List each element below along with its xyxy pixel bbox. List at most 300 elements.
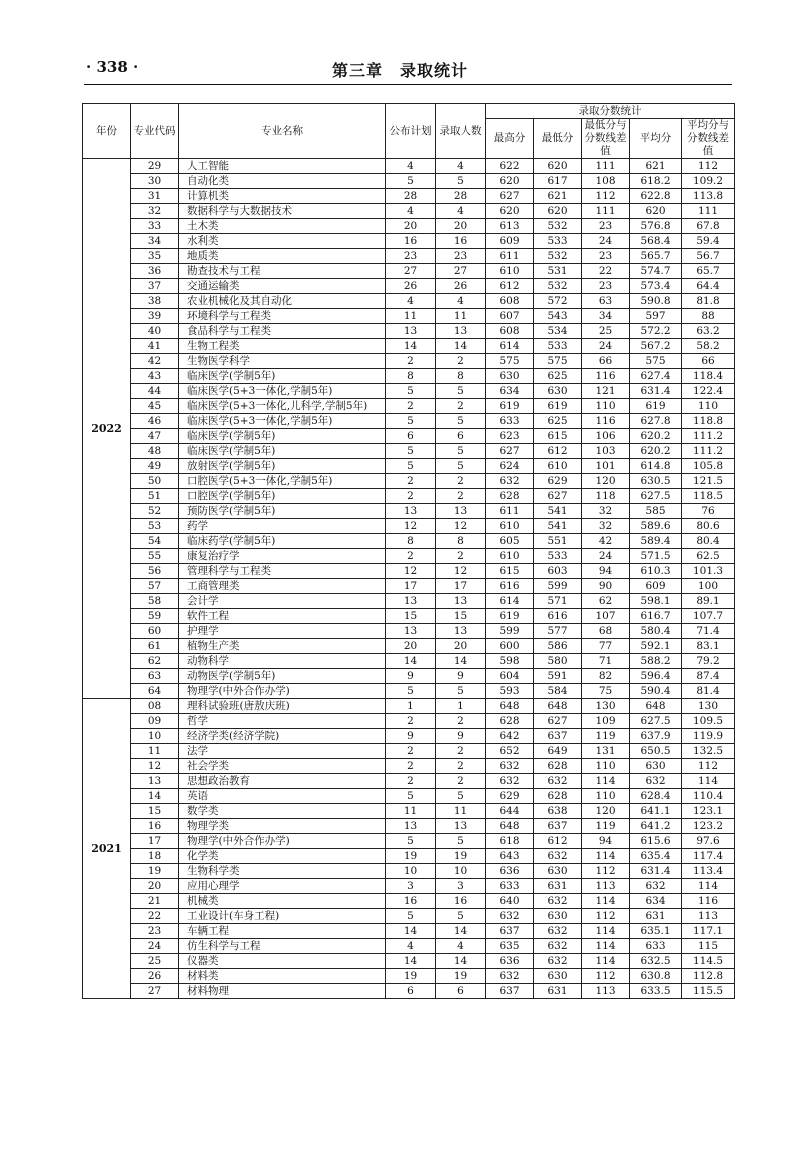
major-code: 63 xyxy=(131,669,179,684)
table-row xyxy=(83,414,735,429)
major-name: 环境科学与工程类 xyxy=(179,309,386,324)
major-name: 工商管理类 xyxy=(179,579,386,594)
avg-score: 627.5 xyxy=(630,714,682,729)
max-score: 615 xyxy=(486,564,534,579)
avg-score: 633 xyxy=(630,939,682,954)
table-row xyxy=(83,894,735,909)
major-name: 管理科学与工程类 xyxy=(179,564,386,579)
avg-score: 620.2 xyxy=(630,444,682,459)
table-row xyxy=(83,684,735,699)
major-code: 22 xyxy=(131,909,179,924)
min-score: 617 xyxy=(534,174,582,189)
max-score: 632 xyxy=(486,774,534,789)
min-score-diff: 71 xyxy=(582,654,630,669)
avg-score: 620.2 xyxy=(630,429,682,444)
max-score: 618 xyxy=(486,834,534,849)
avg-score: 576.8 xyxy=(630,219,682,234)
admitted-count: 2 xyxy=(436,759,486,774)
avg-score: 572.2 xyxy=(630,324,682,339)
published-plan: 11 xyxy=(386,309,436,324)
min-score: 632 xyxy=(534,939,582,954)
min-score: 627 xyxy=(534,489,582,504)
min-score-diff: 66 xyxy=(582,354,630,369)
min-score-diff: 110 xyxy=(582,759,630,774)
major-code: 24 xyxy=(131,939,179,954)
published-plan: 4 xyxy=(386,159,436,174)
published-plan: 5 xyxy=(386,414,436,429)
published-plan: 5 xyxy=(386,174,436,189)
min-score: 603 xyxy=(534,564,582,579)
published-plan: 20 xyxy=(386,639,436,654)
avg-score-diff: 121.5 xyxy=(682,474,735,489)
table-row xyxy=(83,549,735,564)
major-code: 41 xyxy=(131,339,179,354)
admitted-count: 12 xyxy=(436,519,486,534)
admitted-count: 15 xyxy=(436,609,486,624)
major-name: 临床医学(学制5年) xyxy=(179,429,386,444)
avg-score-diff: 100 xyxy=(682,579,735,594)
table-row xyxy=(83,339,735,354)
avg-score-diff: 56.7 xyxy=(682,249,735,264)
admitted-count: 16 xyxy=(436,894,486,909)
avg-score-diff: 107.7 xyxy=(682,609,735,624)
major-code: 32 xyxy=(131,204,179,219)
table-row xyxy=(83,624,735,639)
published-plan: 16 xyxy=(386,894,436,909)
published-plan: 17 xyxy=(386,579,436,594)
major-code: 62 xyxy=(131,654,179,669)
table-row xyxy=(83,444,735,459)
avg-score-diff: 87.4 xyxy=(682,669,735,684)
min-score: 533 xyxy=(534,234,582,249)
admitted-count: 5 xyxy=(436,834,486,849)
published-plan: 2 xyxy=(386,774,436,789)
min-score-diff: 113 xyxy=(582,879,630,894)
table-row xyxy=(83,354,735,369)
avg-score-diff: 123.2 xyxy=(682,819,735,834)
admitted-count: 19 xyxy=(436,969,486,984)
major-name: 植物生产类 xyxy=(179,639,386,654)
avg-score: 637.9 xyxy=(630,729,682,744)
avg-score-diff: 58.2 xyxy=(682,339,735,354)
avg-score: 620 xyxy=(630,204,682,219)
table-row xyxy=(83,279,735,294)
major-name: 车辆工程 xyxy=(179,924,386,939)
max-score: 633 xyxy=(486,879,534,894)
major-code: 33 xyxy=(131,219,179,234)
col-header-admitted: 录取人数 xyxy=(436,104,486,159)
max-score: 610 xyxy=(486,519,534,534)
major-code: 64 xyxy=(131,684,179,699)
avg-score-diff: 71.4 xyxy=(682,624,735,639)
major-name: 物理学(中外合作办学) xyxy=(179,684,386,699)
avg-score-diff: 118.4 xyxy=(682,369,735,384)
avg-score: 631.4 xyxy=(630,384,682,399)
major-name: 人工智能 xyxy=(179,159,386,174)
published-plan: 2 xyxy=(386,549,436,564)
avg-score: 635.4 xyxy=(630,849,682,864)
table-row xyxy=(83,804,735,819)
min-score: 632 xyxy=(534,954,582,969)
avg-score: 648 xyxy=(630,699,682,714)
min-score-diff: 82 xyxy=(582,669,630,684)
avg-score: 627.5 xyxy=(630,489,682,504)
major-code: 21 xyxy=(131,894,179,909)
min-score-diff: 75 xyxy=(582,684,630,699)
min-score: 531 xyxy=(534,264,582,279)
min-score: 533 xyxy=(534,549,582,564)
published-plan: 20 xyxy=(386,219,436,234)
min-score: 637 xyxy=(534,819,582,834)
avg-score-diff: 116 xyxy=(682,894,735,909)
major-code: 46 xyxy=(131,414,179,429)
major-code: 40 xyxy=(131,324,179,339)
min-score-diff: 108 xyxy=(582,174,630,189)
major-name: 护理学 xyxy=(179,624,386,639)
table-row xyxy=(83,234,735,249)
major-code: 56 xyxy=(131,564,179,579)
min-score: 534 xyxy=(534,324,582,339)
avg-score: 621 xyxy=(630,159,682,174)
admitted-count: 14 xyxy=(436,654,486,669)
table-row xyxy=(83,984,735,999)
avg-score-diff: 118.5 xyxy=(682,489,735,504)
avg-score: 571.5 xyxy=(630,549,682,564)
max-score: 593 xyxy=(486,684,534,699)
major-code: 34 xyxy=(131,234,179,249)
avg-score-diff: 67.8 xyxy=(682,219,735,234)
col-header-min-diff: 最低分与分数线差值 xyxy=(582,119,630,159)
avg-score: 627.4 xyxy=(630,369,682,384)
admitted-count: 10 xyxy=(436,864,486,879)
published-plan: 14 xyxy=(386,924,436,939)
avg-score-diff: 112.8 xyxy=(682,969,735,984)
published-plan: 13 xyxy=(386,819,436,834)
table-row xyxy=(83,369,735,384)
major-code: 51 xyxy=(131,489,179,504)
max-score: 620 xyxy=(486,174,534,189)
admitted-count: 4 xyxy=(436,204,486,219)
table-row xyxy=(83,744,735,759)
admitted-count: 19 xyxy=(436,849,486,864)
major-code: 30 xyxy=(131,174,179,189)
min-score-diff: 103 xyxy=(582,444,630,459)
avg-score: 616.7 xyxy=(630,609,682,624)
major-name: 自动化类 xyxy=(179,174,386,189)
admitted-count: 4 xyxy=(436,939,486,954)
min-score: 649 xyxy=(534,744,582,759)
major-code: 55 xyxy=(131,549,179,564)
avg-score-diff: 132.5 xyxy=(682,744,735,759)
major-name: 工业设计(车身工程) xyxy=(179,909,386,924)
major-code: 52 xyxy=(131,504,179,519)
max-score: 609 xyxy=(486,234,534,249)
major-name: 材料物理 xyxy=(179,984,386,999)
min-score-diff: 42 xyxy=(582,534,630,549)
avg-score-diff: 109.2 xyxy=(682,174,735,189)
admitted-count: 9 xyxy=(436,729,486,744)
min-score-diff: 24 xyxy=(582,234,630,249)
max-score: 605 xyxy=(486,534,534,549)
avg-score: 565.7 xyxy=(630,249,682,264)
admitted-count: 2 xyxy=(436,744,486,759)
min-score: 625 xyxy=(534,414,582,429)
min-score-diff: 111 xyxy=(582,204,630,219)
avg-score-diff: 118.8 xyxy=(682,414,735,429)
min-score-diff: 32 xyxy=(582,504,630,519)
major-name: 动物医学(学制5年) xyxy=(179,669,386,684)
min-score-diff: 114 xyxy=(582,954,630,969)
min-score-diff: 24 xyxy=(582,339,630,354)
table-row xyxy=(83,939,735,954)
table-row xyxy=(83,474,735,489)
min-score: 580 xyxy=(534,654,582,669)
major-code: 20 xyxy=(131,879,179,894)
table-row xyxy=(83,504,735,519)
avg-score-diff: 79.2 xyxy=(682,654,735,669)
min-score-diff: 94 xyxy=(582,834,630,849)
table-row xyxy=(83,189,735,204)
avg-score: 632.5 xyxy=(630,954,682,969)
min-score-diff: 118 xyxy=(582,489,630,504)
avg-score: 575 xyxy=(630,354,682,369)
admitted-count: 2 xyxy=(436,774,486,789)
admitted-count: 2 xyxy=(436,354,486,369)
admitted-count: 4 xyxy=(436,159,486,174)
min-score-diff: 62 xyxy=(582,594,630,609)
major-code: 14 xyxy=(131,789,179,804)
published-plan: 12 xyxy=(386,564,436,579)
admitted-count: 8 xyxy=(436,369,486,384)
max-score: 624 xyxy=(486,459,534,474)
min-score: 532 xyxy=(534,219,582,234)
published-plan: 4 xyxy=(386,939,436,954)
avg-score: 627.8 xyxy=(630,414,682,429)
max-score: 637 xyxy=(486,924,534,939)
avg-score-diff: 80.6 xyxy=(682,519,735,534)
major-name: 临床医学(5+3一体化,学制5年) xyxy=(179,384,386,399)
avg-score-diff: 110 xyxy=(682,399,735,414)
min-score: 599 xyxy=(534,579,582,594)
published-plan: 13 xyxy=(386,594,436,609)
max-score: 612 xyxy=(486,279,534,294)
avg-score: 589.6 xyxy=(630,519,682,534)
admitted-count: 14 xyxy=(436,339,486,354)
year-cell: 2022 xyxy=(83,159,131,699)
major-name: 物理学(中外合作办学) xyxy=(179,834,386,849)
major-code: 11 xyxy=(131,744,179,759)
min-score-diff: 116 xyxy=(582,369,630,384)
avg-score-diff: 119.9 xyxy=(682,729,735,744)
max-score: 620 xyxy=(486,204,534,219)
table-row xyxy=(83,849,735,864)
major-name: 物理学类 xyxy=(179,819,386,834)
admitted-count: 27 xyxy=(436,264,486,279)
major-code: 13 xyxy=(131,774,179,789)
min-score: 629 xyxy=(534,474,582,489)
avg-score: 641.2 xyxy=(630,819,682,834)
major-code: 43 xyxy=(131,369,179,384)
min-score-diff: 112 xyxy=(582,909,630,924)
table-row xyxy=(83,609,735,624)
admitted-count: 5 xyxy=(436,789,486,804)
admitted-count: 2 xyxy=(436,549,486,564)
published-plan: 14 xyxy=(386,339,436,354)
min-score-diff: 24 xyxy=(582,549,630,564)
min-score-diff: 112 xyxy=(582,969,630,984)
major-name: 社会学类 xyxy=(179,759,386,774)
min-score-diff: 111 xyxy=(582,159,630,174)
published-plan: 13 xyxy=(386,324,436,339)
table-row xyxy=(83,864,735,879)
min-score: 610 xyxy=(534,459,582,474)
avg-score-diff: 112 xyxy=(682,159,735,174)
table-row xyxy=(83,399,735,414)
avg-score: 585 xyxy=(630,504,682,519)
min-score: 571 xyxy=(534,594,582,609)
published-plan: 19 xyxy=(386,969,436,984)
min-score-diff: 110 xyxy=(582,789,630,804)
min-score-diff: 112 xyxy=(582,189,630,204)
min-score-diff: 131 xyxy=(582,744,630,759)
page-number: · 338 · xyxy=(86,58,139,76)
min-score-diff: 34 xyxy=(582,309,630,324)
max-score: 628 xyxy=(486,489,534,504)
table-row xyxy=(83,969,735,984)
major-code: 45 xyxy=(131,399,179,414)
major-code: 49 xyxy=(131,459,179,474)
admitted-count: 13 xyxy=(436,324,486,339)
major-name: 临床医学(学制5年) xyxy=(179,444,386,459)
min-score-diff: 25 xyxy=(582,324,630,339)
published-plan: 14 xyxy=(386,654,436,669)
major-code: 38 xyxy=(131,294,179,309)
min-score: 631 xyxy=(534,984,582,999)
table-row xyxy=(83,174,735,189)
min-score: 541 xyxy=(534,519,582,534)
min-score: 637 xyxy=(534,729,582,744)
avg-score: 631.4 xyxy=(630,864,682,879)
avg-score: 631 xyxy=(630,909,682,924)
major-name: 仿生科学与工程 xyxy=(179,939,386,954)
major-name: 口腔医学(学制5年) xyxy=(179,489,386,504)
max-score: 640 xyxy=(486,894,534,909)
published-plan: 5 xyxy=(386,789,436,804)
max-score: 619 xyxy=(486,609,534,624)
max-score: 610 xyxy=(486,264,534,279)
major-code: 58 xyxy=(131,594,179,609)
admitted-count: 2 xyxy=(436,714,486,729)
max-score: 642 xyxy=(486,729,534,744)
admission-table xyxy=(82,103,735,999)
avg-score: 630 xyxy=(630,759,682,774)
col-header-max: 最高分 xyxy=(486,119,534,159)
major-code: 54 xyxy=(131,534,179,549)
max-score: 598 xyxy=(486,654,534,669)
table-row xyxy=(83,384,735,399)
min-score: 628 xyxy=(534,759,582,774)
major-name: 仪器类 xyxy=(179,954,386,969)
published-plan: 26 xyxy=(386,279,436,294)
min-score: 551 xyxy=(534,534,582,549)
published-plan: 9 xyxy=(386,729,436,744)
avg-score: 632 xyxy=(630,879,682,894)
admitted-count: 6 xyxy=(436,984,486,999)
table-row xyxy=(83,954,735,969)
max-score: 627 xyxy=(486,189,534,204)
max-score: 627 xyxy=(486,444,534,459)
admitted-count: 8 xyxy=(436,534,486,549)
avg-score: 580.4 xyxy=(630,624,682,639)
min-score-diff: 114 xyxy=(582,849,630,864)
max-score: 608 xyxy=(486,294,534,309)
avg-score-diff: 114 xyxy=(682,879,735,894)
avg-score-diff: 114.5 xyxy=(682,954,735,969)
admitted-count: 6 xyxy=(436,429,486,444)
min-score-diff: 130 xyxy=(582,699,630,714)
table-row xyxy=(83,219,735,234)
avg-score-diff: 113.4 xyxy=(682,864,735,879)
avg-score-diff: 63.2 xyxy=(682,324,735,339)
published-plan: 4 xyxy=(386,204,436,219)
avg-score-diff: 115.5 xyxy=(682,984,735,999)
min-score: 620 xyxy=(534,159,582,174)
avg-score: 596.4 xyxy=(630,669,682,684)
major-name: 放射医学(学制5年) xyxy=(179,459,386,474)
table-row xyxy=(83,654,735,669)
published-plan: 8 xyxy=(386,369,436,384)
major-name: 地质类 xyxy=(179,249,386,264)
min-score: 584 xyxy=(534,684,582,699)
table-row xyxy=(83,324,735,339)
major-name: 预防医学(学制5年) xyxy=(179,504,386,519)
max-score: 600 xyxy=(486,639,534,654)
min-score-diff: 101 xyxy=(582,459,630,474)
min-score: 638 xyxy=(534,804,582,819)
published-plan: 19 xyxy=(386,849,436,864)
table-row xyxy=(83,204,735,219)
avg-score: 618.2 xyxy=(630,174,682,189)
avg-score-diff: 81.8 xyxy=(682,294,735,309)
min-score: 625 xyxy=(534,369,582,384)
avg-score-diff: 112 xyxy=(682,759,735,774)
admitted-count: 11 xyxy=(436,309,486,324)
col-header-year: 年份 xyxy=(83,104,131,159)
max-score: 632 xyxy=(486,969,534,984)
avg-score: 641.1 xyxy=(630,804,682,819)
published-plan: 13 xyxy=(386,624,436,639)
avg-score-diff: 80.4 xyxy=(682,534,735,549)
min-score: 591 xyxy=(534,669,582,684)
min-score-diff: 106 xyxy=(582,429,630,444)
max-score: 575 xyxy=(486,354,534,369)
min-score-diff: 120 xyxy=(582,474,630,489)
published-plan: 8 xyxy=(386,534,436,549)
min-score-diff: 109 xyxy=(582,714,630,729)
avg-score-diff: 130 xyxy=(682,699,735,714)
avg-score-diff: 111 xyxy=(682,204,735,219)
admitted-count: 13 xyxy=(436,594,486,609)
published-plan: 10 xyxy=(386,864,436,879)
avg-score: 619 xyxy=(630,399,682,414)
min-score: 627 xyxy=(534,714,582,729)
max-score: 607 xyxy=(486,309,534,324)
table-row xyxy=(83,834,735,849)
min-score: 572 xyxy=(534,294,582,309)
min-score: 615 xyxy=(534,429,582,444)
avg-score: 614.8 xyxy=(630,459,682,474)
major-code: 44 xyxy=(131,384,179,399)
